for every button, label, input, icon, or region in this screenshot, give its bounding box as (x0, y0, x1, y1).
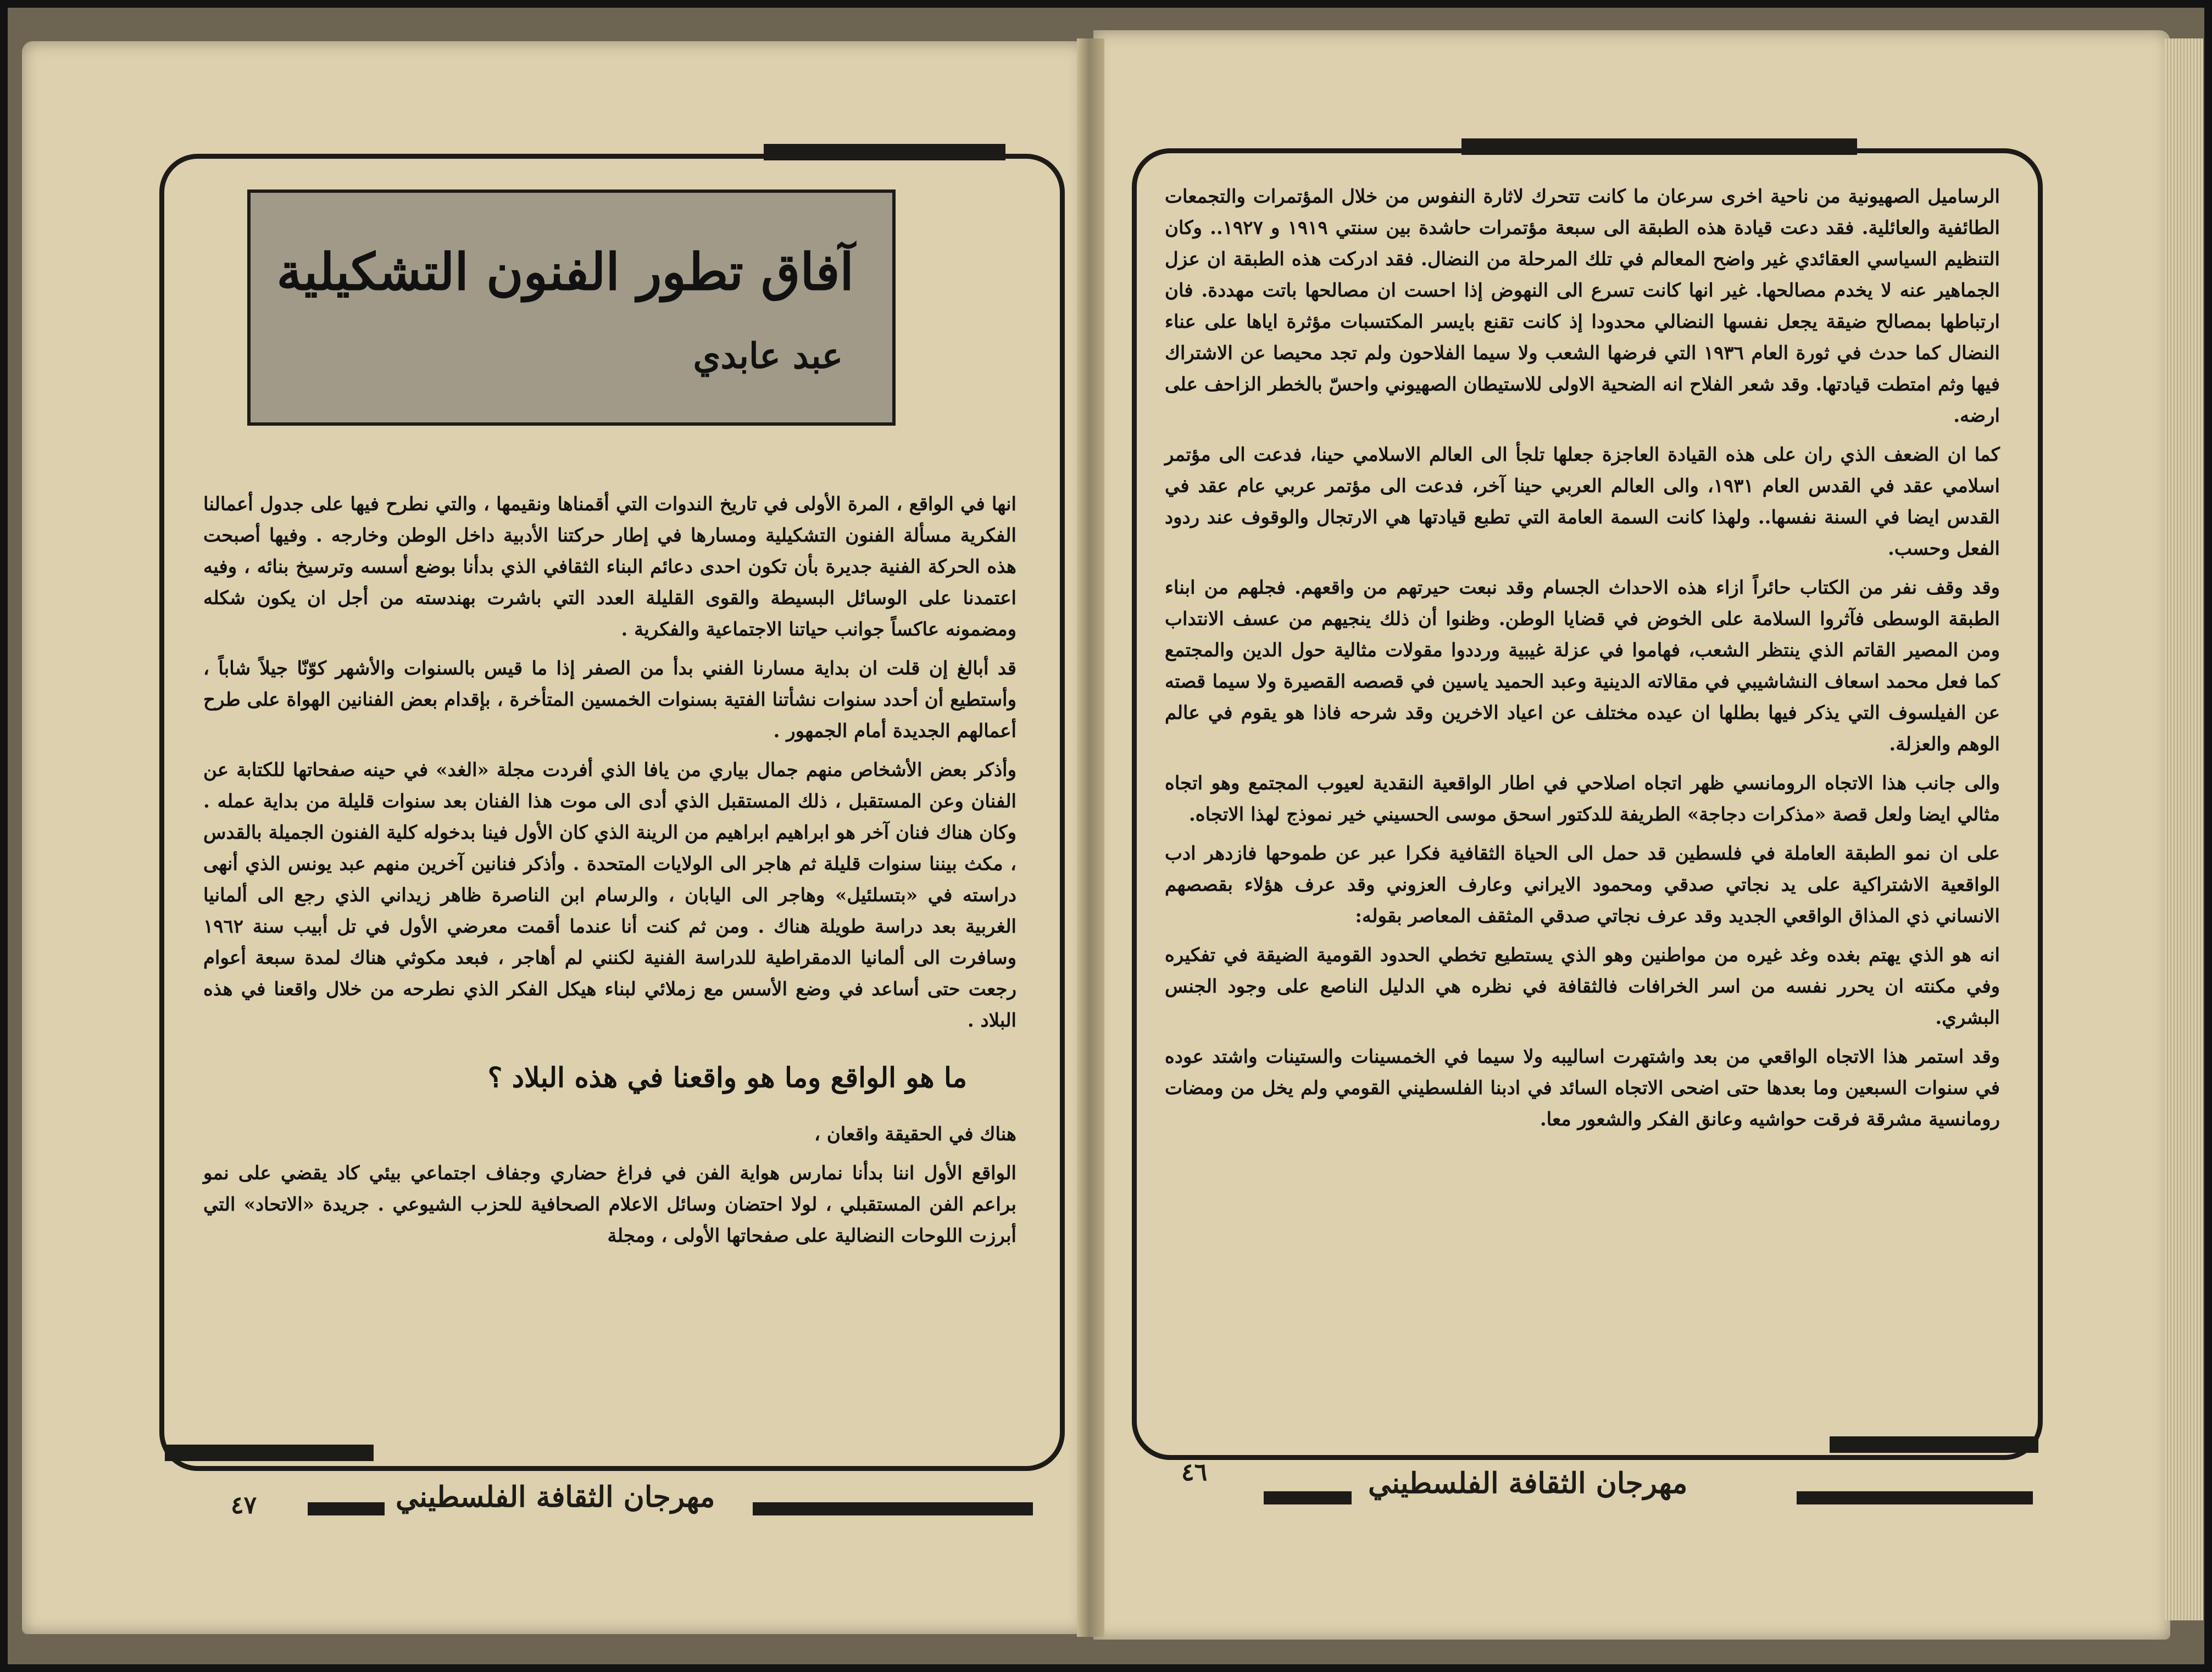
paragraph: هناك في الحقيقة واقعان ، (814, 1123, 1016, 1145)
paragraph: الرساميل الصهيونية من ناحية اخرى سرعان ما كانت تتحرك لاثارة النفوس من خلال المؤتمرات والتجمعات الطائفية والعائلية. فقد دعت قيادة هذه الطبقة الى سبعة مؤتمرات حاشدة بين سنتي ١٩١٩ و ١٩٢٧.. وكان التنظيم السياسي العقائدي غير واضح المعالم في تلك المرحلة من النضال. فقد ادركت هذه الطبقة ان عزل الجماهير عنه لا يخدم مصالحها. غير انها كانت تسرع الى النهوض إذا احست ان مصالحها باتت مهددة. فان ارتباطها بمصالح ضيقة يجعل نفسها النضالي محدودا إذ كانت تقنع بايسر المكتسبات مؤثرة اياها على عناء النضال كما حدث في ثورة العام ١٩٣٦ التي فرضها الشعب ولا سيما الفلاحون ولم تجد محيصا عن الاشتراك فيها وثم امتطت قيادتها. وقد شعر الفلاح انه الضحية الاولى للاستيطان الصهيوني واحسّ بالخطر الزاحف على ارضه. (1165, 186, 2000, 427)
paragraph: كما ان الضعف الذي ران على هذه القيادة العاجزة جعلها تلجأ الى العالم الاسلامي حينا، فدعت الى مؤتمر اسلامي عقد في القدس العام ١٩٣١، والى العالم العربي حينا آخر، فدعت الى مؤتمر عربي عام عقد في القدس ايضا في السنة نفسها.. ولهذا كانت السمة العامة التي تطبع قيادتها هي الارتجال والوقوف عند ردود الفعل وحسب. (1165, 444, 2000, 560)
footer-banner: مهرجان الثقافة الفلسطيني (1368, 1467, 1688, 1500)
footer-rule-right (1797, 1491, 2033, 1504)
section-heading: ما هو الواقع وما هو واقعنا في هذه البلاد ؟ (487, 1061, 967, 1094)
footer-rule-left (308, 1502, 385, 1515)
right-frame-top-tab (1461, 138, 1857, 155)
left-frame-bottom-tab (165, 1445, 374, 1461)
paragraph: والى جانب هذا الاتجاه الرومانسي ظهر اتجاه اصلاحي في اطار الواقعية النقدية لعيوب المجتمع وهو اتجاه مثالي ايضا ولعل قصة «مذكرات دجاجة» الطريفة للدكتور اسحق موسى الحسيني خير نموذج لهذا الاتجاه. (1165, 772, 2000, 826)
paragraph: انها في الواقع ، المرة الأولى في تاريخ الندوات التي أقمناها ونقيمها ، والتي نطرح فيها على جدول أعمالنا الفكرية مسألة الفنون التشكيلية ومسارها في إطار حركتنا الأدبية داخل الوطن وخارجه . وفيها أصبحت هذه الحركة الفنية جديرة بأن تكون احدى دعائم البناء الثقافي الذي بدأنا بوضع أسسه وترسيخ بنائه ، وفيه اعتمدنا على الوسائل البسيطة والقوى القليلة العدد التي باشرت بهندسته من أجل ان يكون شكله ومضمونه عاكساً جوانب حياتنا الاجتماعية والفكرية . (203, 493, 1016, 640)
paragraph: على ان نمو الطبقة العاملة في فلسطين قد حمل الى الحياة الثقافية فكرا عبر عن طموحها فازدهر ادب الواقعية الاشتراكية على يد نجاتي صدقي ومحمود الايراني وعارف العزوني وقد عرف هؤلاء بقصصهم الانساني ذي المذاق الواقعي الجديد وقد عرف نجاتي صدقي المثقف المعاصر بقوله: (1165, 843, 2000, 927)
left-frame-top-tab (764, 144, 1005, 160)
page-number: ٤٧ (231, 1491, 257, 1519)
article-author: عبد عابدي (693, 336, 843, 377)
footer-rule-right (753, 1502, 1033, 1515)
right-page-body (1165, 181, 2000, 1143)
article-title: آفاق تطور الفنون التشكيلية (276, 242, 854, 302)
footer-rule-left (1264, 1491, 1352, 1504)
article-title-box (247, 190, 896, 426)
paragraph: وقد استمر هذا الاتجاه الواقعي من بعد واشتهرت اساليبه ولا سيما في الخمسينات والستينات واشتد عوده في سنوات السبعين وما بعدها حتى اضحى الاتجاه السائد في ادبنا الفلسطيني القومي ولم يخل من ومضات رومانسية مشرقة فرقت حواشيه وعانق الفكر والشعور معا. (1165, 1046, 2000, 1130)
paragraph: وأذكر بعض الأشخاص منهم جمال بياري من يافا الذي أفردت مجلة «الغد» في حينه صفحاتها للكتابة عن الفنان وعن المستقبل ، ذلك المستقبل الذي أدى الى موت هذا الفنان بعد سنوات قليلة من بداية عمله . وكان هناك فنان آخر هو ابراهيم ابراهيم من الرينة الذي كان الأول فينا بدخوله كلية الفنون الجميلة بالقدس ، مكث بيننا سنوات قليلة ثم هاجر الى الولايات المتحدة . وأذكر فنانين آخرين منهم عبد يونس الذي أنهى دراسته في «بتسلئيل» وهاجر الى اليابان ، والرسام ابن الناصرة ظاهر زيداني الذي رجع الى ألمانيا الغربية بعد دراسة طويلة هناك . ومن ثم كنت أنا عندما أقمت معرضي الأول في تل أبيب سنة ١٩٦٢ وسافرت الى ألمانيا الدمقراطية للدراسة الفنية لكنني لم أهاجر ، فبعد مكوثي هناك لمدة سبعة أعوام رجعت حتى أساعد في وضع الأسس مع زملائي لبناء هيكل الفكر الذي نطرحه من خلال واقعنا في هذه البلاد . (203, 759, 1016, 1032)
paragraph: انه هو الذي يهتم بغده وغد غيره من مواطنين وهو الذي يستطيع تخطي الحدود القومية الضيقة في تفكيره وفي مكنته ان يحرر نفسه من اسر الخرافات فالثقافة في نظره هي الدليل الناصع على وجود الجنس البشري. (1165, 944, 2000, 1029)
paragraph: قد أبالغ إن قلت ان بداية مسارنا الفني بدأ من الصفر إذا ما قيس بالسنوات والأشهر كوّنّا جيلاً شاباً ، وأستطيع أن أحدد سنوات نشأتنا الفتية بسنوات الخمسين المتأخرة ، بإقدام بعض الفنانين الهواة على طرح أعمالهم الجديدة أمام الجمهور . (203, 657, 1016, 742)
paragraph: الواقع الأول اننا بدأنا نمارس هواية الفن في فراغ حضاري وجفاف اجتماعي بيئي كاد يقضي على نمو براعم الفن المستقبلي ، لولا احتضان وسائل الاعلام الصحافية للحزب الشيوعي . جريدة «الاتحاد» التي أبرزت اللوحات النضالية على صفحاتها الأولى ، ومجلة (203, 1162, 1016, 1247)
right-frame-bottom-tab (1830, 1436, 2038, 1453)
book-spine (1077, 38, 1104, 1637)
page-number: ٤٦ (1181, 1458, 1208, 1486)
paragraph: وقد وقف نفر من الكتاب حائراً ازاء هذه الاحداث الجسام وقد نبعت حيرتهم من واقعهم. فجلهم من ابناء الطبقة الوسطى فآثروا السلامة على الخوض في قضايا الوطن. وظنوا أن ذلك ينجيهم من عسف الانتداب ومن المصير القاتم الذي ينتظر الشعب، فهاموا في عزلة غيبية ورددوا مقولات مثالية حول الدين والمجتمع كما فعل محمد اسعاف النشاشيبي في مقالاته الدينية وعبد الحميد ياسين في قصصه القصيرة ولا سيما قصته عن الفيلسوف التي يذكر فيها بطلها ان عيده مختلف عن اعياد الاخرين وقد شرحه فاذا هو يقوم في عالم الوهم والعزلة. (1165, 577, 2000, 755)
footer-banner: مهرجان الثقافة الفلسطيني (396, 1480, 715, 1514)
left-page-body (203, 489, 1016, 1259)
page-edges (2165, 38, 2203, 1620)
